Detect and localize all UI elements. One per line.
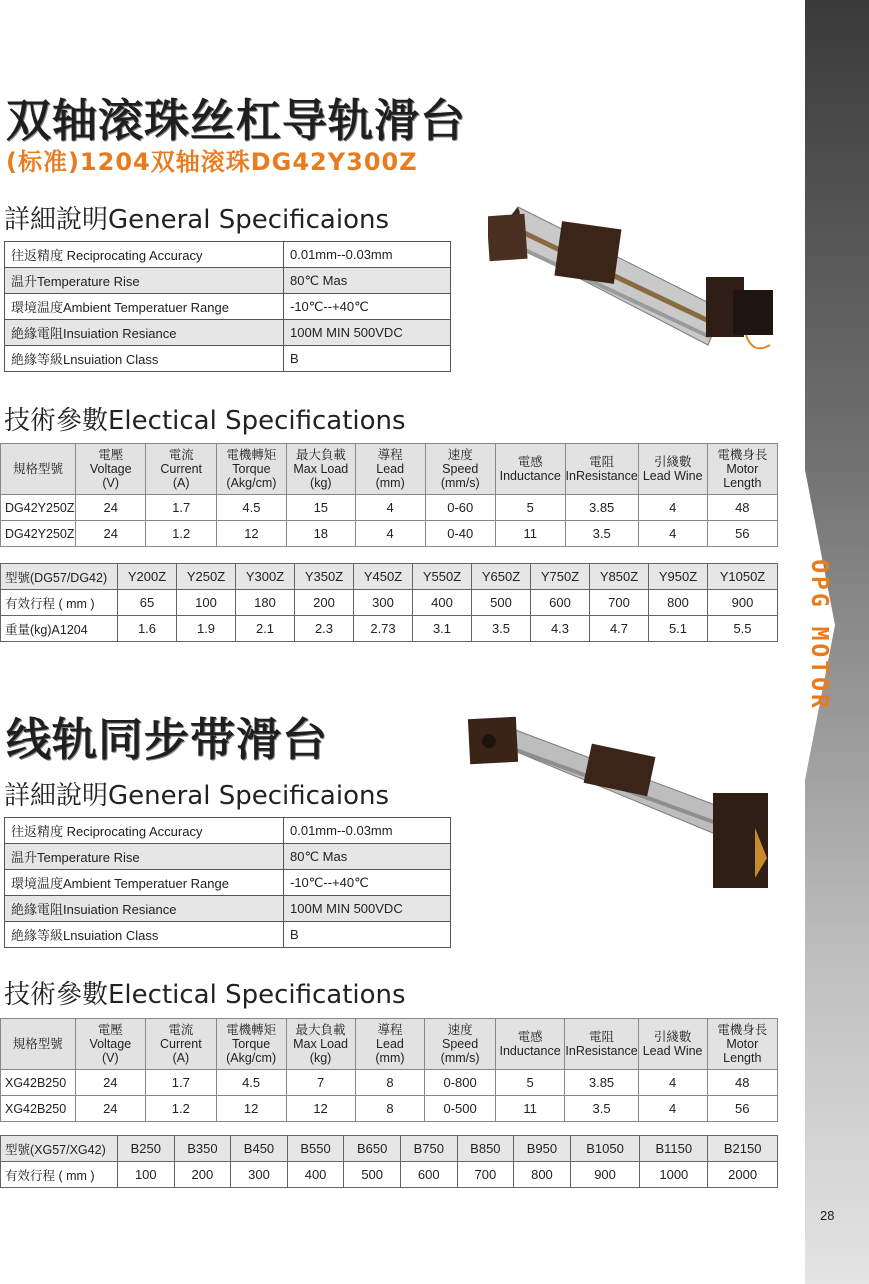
model-cell: 700 bbox=[590, 590, 649, 616]
elec-cell: 4.5 bbox=[216, 495, 286, 521]
header-line: Voltage bbox=[89, 462, 132, 476]
header-line: (mm) bbox=[375, 1051, 405, 1065]
header-line: Inductance bbox=[499, 1044, 561, 1058]
model-cell: 500 bbox=[344, 1162, 401, 1188]
elec-cell: 11 bbox=[495, 521, 565, 547]
spec-key: 温升Temperature Rise bbox=[5, 268, 284, 294]
elec-col-header bbox=[146, 1019, 217, 1070]
elec-col-header bbox=[355, 444, 425, 495]
elec-cell: 12 bbox=[286, 1096, 355, 1122]
model-cell: 300 bbox=[354, 590, 413, 616]
elec-cell: 8 bbox=[355, 1096, 425, 1122]
elec-cell: 18 bbox=[286, 521, 355, 547]
header-line: InResistance bbox=[565, 1044, 638, 1058]
spec-value: B bbox=[284, 346, 451, 372]
header-line: 電感 bbox=[517, 455, 543, 469]
header-line: Inductance bbox=[499, 469, 561, 483]
elec-col-header bbox=[146, 444, 216, 495]
header-line: (V) bbox=[102, 476, 120, 490]
spec-key: 絶緣等級Lnsuiation Class bbox=[5, 346, 284, 372]
section1-elec-header bbox=[1, 444, 778, 495]
model-cell: B2150 bbox=[708, 1136, 778, 1162]
section1-title: 双轴滚珠丝杠导轨滑台 bbox=[6, 94, 467, 147]
section2-general-heading: 詳細說明General Specificaions bbox=[4, 781, 390, 811]
spec-value: 100M MIN 500VDC bbox=[284, 896, 451, 922]
section2-general-table bbox=[4, 817, 451, 948]
elec-col-header bbox=[638, 1019, 707, 1070]
elec-cell: 0-40 bbox=[425, 521, 495, 547]
header-line: 電流 bbox=[168, 448, 194, 462]
elec-col-header bbox=[1, 444, 76, 495]
ballscrew-slide-photo bbox=[488, 195, 788, 360]
spec-value: 100M MIN 500VDC bbox=[284, 320, 451, 346]
elec-row bbox=[1, 1096, 778, 1122]
model-cell: Y850Z bbox=[590, 564, 649, 590]
model-cell: 900 bbox=[708, 590, 778, 616]
spec-key: 絶緣電阻Insuiation Resiance bbox=[5, 320, 284, 346]
elec-cell: 1.2 bbox=[146, 521, 216, 547]
elec-cell: 3.85 bbox=[565, 495, 638, 521]
header-line: 引綫數 bbox=[653, 1030, 692, 1044]
header-line: (Akg/cm) bbox=[226, 1051, 277, 1065]
model-cell: B750 bbox=[400, 1136, 457, 1162]
model-cell: XG42B250 bbox=[1, 1070, 76, 1096]
header-line: Max Load bbox=[293, 462, 349, 476]
section1-model-body bbox=[1, 564, 778, 642]
model-cell: 200 bbox=[295, 590, 354, 616]
elec-cell: 48 bbox=[707, 1070, 777, 1096]
elec-cell: 8 bbox=[355, 1070, 425, 1096]
model-cell: B1150 bbox=[640, 1136, 708, 1162]
header-line: (kg) bbox=[310, 476, 332, 490]
elec-cell: 0-800 bbox=[425, 1070, 495, 1096]
spec-value: 0.01mm--0.03mm bbox=[284, 242, 451, 268]
model-cell: 1.6 bbox=[118, 616, 177, 642]
model-cell: Y300Z bbox=[236, 564, 295, 590]
spec-key: 環境温度Ambient Temperatuer Range bbox=[5, 870, 284, 896]
brand-label: OPG MOTOR bbox=[806, 559, 832, 711]
header-line: 導程 bbox=[377, 448, 403, 462]
header-line: 電壓 bbox=[98, 448, 124, 462]
spec-value: 0.01mm--0.03mm bbox=[284, 818, 451, 844]
spec-key: 往返精度 Reciprocating Accuracy bbox=[5, 818, 284, 844]
spec-row bbox=[5, 818, 451, 844]
model-cell: Y750Z bbox=[531, 564, 590, 590]
model-cell: Y1050Z bbox=[708, 564, 778, 590]
elec-col-header bbox=[286, 1019, 355, 1070]
spec-row bbox=[5, 844, 451, 870]
model-cell: 180 bbox=[236, 590, 295, 616]
elec-col-header bbox=[707, 444, 777, 495]
model-cell: 3.1 bbox=[413, 616, 472, 642]
elec-cell: 24 bbox=[75, 1070, 146, 1096]
header-line: Lead Wine bbox=[642, 469, 703, 483]
header-line: (V) bbox=[101, 1051, 119, 1065]
elec-row bbox=[1, 521, 778, 547]
section1-elec-heading: 技術參數Electical Specifications bbox=[4, 406, 406, 436]
model-cell: 700 bbox=[457, 1162, 514, 1188]
elec-cell: 3.5 bbox=[565, 521, 638, 547]
elec-cell: 4 bbox=[638, 495, 707, 521]
section2-general-body bbox=[5, 818, 451, 948]
brand-vertical bbox=[805, 545, 833, 725]
section2-elec-header bbox=[1, 1019, 778, 1070]
model-cell: B350 bbox=[174, 1136, 231, 1162]
spec-key: 絶緣等級Lnsuiation Class bbox=[5, 922, 284, 948]
elec-cell: 11 bbox=[495, 1096, 565, 1122]
header-line: Lead Wine bbox=[642, 1044, 703, 1058]
header-line: (mm) bbox=[375, 476, 405, 490]
model-cell: 1000 bbox=[640, 1162, 708, 1188]
elec-col-header bbox=[707, 1019, 777, 1070]
elec-row bbox=[1, 495, 778, 521]
elec-cell: 4 bbox=[355, 521, 425, 547]
model-row-label: 型號(XG57/XG42) bbox=[1, 1136, 118, 1162]
header-line: Motor Length bbox=[723, 462, 762, 490]
header-line: 電機身長 bbox=[717, 448, 768, 462]
elec-col-header bbox=[565, 1019, 638, 1070]
section2-elec-heading: 技術參數Electical Specifications bbox=[4, 980, 406, 1010]
header-line: Voltage bbox=[89, 1037, 132, 1051]
elec-cell: 48 bbox=[707, 495, 777, 521]
section1-model-table bbox=[0, 563, 778, 642]
header-line: Torque bbox=[231, 1037, 271, 1051]
section1-subtitle: (标准)1204双轴滚珠DG42Y300Z bbox=[6, 148, 418, 176]
elec-col-header bbox=[216, 1019, 286, 1070]
section2-title: 线轨同步带滑台 bbox=[6, 713, 329, 766]
model-cell: DG42Y250Z bbox=[1, 521, 76, 547]
model-cell: Y950Z bbox=[649, 564, 708, 590]
elec-cell: 1.2 bbox=[146, 1096, 217, 1122]
model-cell: B550 bbox=[287, 1136, 344, 1162]
model-cell: 2.73 bbox=[354, 616, 413, 642]
model-cell: 600 bbox=[400, 1162, 457, 1188]
elec-col-header bbox=[565, 444, 638, 495]
header-line: InResistance bbox=[565, 469, 638, 483]
model-cell: 5.5 bbox=[708, 616, 778, 642]
spec-value: -10℃--+40℃ bbox=[284, 870, 451, 896]
model-row bbox=[1, 1136, 778, 1162]
section2-elec-body bbox=[1, 1070, 778, 1122]
header-line: (A) bbox=[172, 1051, 190, 1065]
header-line: (kg) bbox=[309, 1051, 332, 1065]
section2-model-table bbox=[0, 1135, 778, 1188]
header-line: Lead bbox=[376, 462, 405, 476]
elec-cell: 56 bbox=[707, 1096, 777, 1122]
header-line: (mm/s) bbox=[440, 476, 480, 490]
elec-cell: 4 bbox=[638, 1070, 707, 1096]
model-cell: 800 bbox=[649, 590, 708, 616]
header-line: (A) bbox=[172, 476, 190, 490]
model-cell: B450 bbox=[231, 1136, 288, 1162]
header-line: 最大負載 bbox=[295, 1023, 346, 1037]
model-cell: Y250Z bbox=[177, 564, 236, 590]
model-cell: 100 bbox=[118, 1162, 175, 1188]
model-cell: 900 bbox=[570, 1162, 640, 1188]
header-line: 導程 bbox=[377, 1023, 403, 1037]
model-cell: 300 bbox=[231, 1162, 288, 1188]
model-row-label: 重量(kg)A1204 bbox=[1, 616, 118, 642]
section1-elec-table bbox=[0, 443, 778, 547]
elec-cell: 5 bbox=[495, 1070, 565, 1096]
elec-cell: 24 bbox=[75, 521, 145, 547]
elec-cell: 24 bbox=[75, 495, 145, 521]
spec-value: -10℃--+40℃ bbox=[284, 294, 451, 320]
elec-col-header bbox=[216, 444, 286, 495]
model-cell: Y550Z bbox=[413, 564, 472, 590]
model-row bbox=[1, 616, 778, 642]
spec-row bbox=[5, 268, 451, 294]
header-line: Torque bbox=[232, 462, 271, 476]
spec-row bbox=[5, 320, 451, 346]
elec-cell: 15 bbox=[286, 495, 355, 521]
elec-cell: 4 bbox=[638, 1096, 707, 1122]
elec-col-header bbox=[355, 1019, 425, 1070]
elec-cell: 4 bbox=[355, 495, 425, 521]
section2-elec-table bbox=[0, 1018, 778, 1122]
model-cell: 400 bbox=[287, 1162, 344, 1188]
section2-model-body bbox=[1, 1136, 778, 1188]
elec-cell: 1.7 bbox=[146, 1070, 217, 1096]
model-cell: 100 bbox=[177, 590, 236, 616]
spec-row bbox=[5, 922, 451, 948]
model-cell: Y650Z bbox=[472, 564, 531, 590]
model-row bbox=[1, 1162, 778, 1188]
header-line: (Akg/cm) bbox=[226, 476, 277, 490]
header-line: Speed bbox=[442, 462, 479, 476]
model-cell: 65 bbox=[118, 590, 177, 616]
elec-col-header bbox=[638, 444, 707, 495]
spec-key: 温升Temperature Rise bbox=[5, 844, 284, 870]
spec-key: 往返精度 Reciprocating Accuracy bbox=[5, 242, 284, 268]
model-cell: 600 bbox=[531, 590, 590, 616]
section1-general-heading: 詳細說明General Specificaions bbox=[4, 205, 390, 235]
header-line: Current bbox=[160, 1037, 202, 1051]
model-cell: B850 bbox=[457, 1136, 514, 1162]
model-cell: 500 bbox=[472, 590, 531, 616]
spec-row bbox=[5, 896, 451, 922]
section1-elec-body bbox=[1, 495, 778, 547]
model-row-label: 型號(DG57/DG42) bbox=[1, 564, 118, 590]
model-cell: Y200Z bbox=[118, 564, 177, 590]
header-line: 電阻 bbox=[589, 455, 615, 469]
model-cell: B650 bbox=[344, 1136, 401, 1162]
spec-value: 80℃ Mas bbox=[284, 268, 451, 294]
spec-value: B bbox=[284, 922, 451, 948]
elec-cell: 0-60 bbox=[425, 495, 495, 521]
header-line: 引綫數 bbox=[653, 455, 692, 469]
elec-cell: 7 bbox=[286, 1070, 355, 1096]
elec-cell: 3.85 bbox=[565, 1070, 638, 1096]
elec-cell: 12 bbox=[216, 1096, 286, 1122]
elec-row bbox=[1, 1070, 778, 1096]
model-cell: B250 bbox=[118, 1136, 175, 1162]
header-line: 速度 bbox=[447, 448, 473, 462]
header-line: 電機轉矩 bbox=[226, 448, 277, 462]
spec-row bbox=[5, 346, 451, 372]
header-line: Motor Length bbox=[723, 1037, 762, 1065]
model-cell: 3.5 bbox=[472, 616, 531, 642]
header-line: 電感 bbox=[517, 1030, 543, 1044]
elec-col-header bbox=[495, 1019, 565, 1070]
model-cell: 2.1 bbox=[236, 616, 295, 642]
model-cell: 4.3 bbox=[531, 616, 590, 642]
model-row bbox=[1, 590, 778, 616]
spec-row bbox=[5, 242, 451, 268]
elec-cell: 1.7 bbox=[146, 495, 216, 521]
elec-col-header bbox=[286, 444, 355, 495]
elec-cell: 12 bbox=[216, 521, 286, 547]
elec-cell: 4.5 bbox=[216, 1070, 286, 1096]
spec-row bbox=[5, 870, 451, 896]
model-cell: 4.7 bbox=[590, 616, 649, 642]
elec-cell: 4 bbox=[638, 521, 707, 547]
elec-col-header bbox=[495, 444, 565, 495]
section1-general-table bbox=[4, 241, 451, 372]
header-line: 速度 bbox=[447, 1023, 473, 1037]
elec-col-header bbox=[1, 1019, 76, 1070]
elec-cell: 24 bbox=[75, 1096, 146, 1122]
model-cell: B950 bbox=[514, 1136, 571, 1162]
belt-slide-photo bbox=[465, 708, 775, 893]
header-line: 規格型號 bbox=[12, 462, 63, 476]
model-cell: 1.9 bbox=[177, 616, 236, 642]
elec-col-header bbox=[75, 1019, 146, 1070]
model-cell: 400 bbox=[413, 590, 472, 616]
elec-cell: 3.5 bbox=[565, 1096, 638, 1122]
header-line: 規格型號 bbox=[12, 1037, 63, 1051]
model-cell: XG42B250 bbox=[1, 1096, 76, 1122]
section1-general-body bbox=[5, 242, 451, 372]
spec-value: 80℃ Mas bbox=[284, 844, 451, 870]
header-line: Speed bbox=[442, 1037, 479, 1051]
header-line: 電流 bbox=[168, 1023, 194, 1037]
page-number: 28 bbox=[820, 1208, 835, 1223]
header-line: 電阻 bbox=[589, 1030, 615, 1044]
model-row bbox=[1, 564, 778, 590]
elec-col-header bbox=[425, 444, 495, 495]
elec-cell: 56 bbox=[707, 521, 777, 547]
model-cell: Y450Z bbox=[354, 564, 413, 590]
spec-key: 絶緣電阻Insuiation Resiance bbox=[5, 896, 284, 922]
header-line: 電壓 bbox=[97, 1023, 123, 1037]
header-line: Lead bbox=[376, 1037, 404, 1051]
model-row-label: 有效行程 ( mm ) bbox=[1, 1162, 118, 1188]
header-line: (mm/s) bbox=[440, 1051, 480, 1065]
model-row-label: 有效行程 ( mm ) bbox=[1, 590, 118, 616]
model-cell: 2.3 bbox=[295, 616, 354, 642]
model-cell: 2000 bbox=[708, 1162, 778, 1188]
header-line: 電機身長 bbox=[717, 1023, 768, 1037]
elec-col-header bbox=[425, 1019, 495, 1070]
elec-cell: 0-500 bbox=[425, 1096, 495, 1122]
spec-key: 環境温度Ambient Temperatuer Range bbox=[5, 294, 284, 320]
model-cell: Y350Z bbox=[295, 564, 354, 590]
header-line: Max Load bbox=[293, 1037, 348, 1051]
spec-row bbox=[5, 294, 451, 320]
model-cell: 5.1 bbox=[649, 616, 708, 642]
model-cell: 200 bbox=[174, 1162, 231, 1188]
model-cell: 800 bbox=[514, 1162, 571, 1188]
model-cell: DG42Y250Z bbox=[1, 495, 76, 521]
model-cell: B1050 bbox=[570, 1136, 640, 1162]
header-line: 最大負載 bbox=[295, 448, 346, 462]
elec-cell: 5 bbox=[495, 495, 565, 521]
header-line: Current bbox=[160, 462, 203, 476]
elec-col-header bbox=[75, 444, 145, 495]
header-line: 電機轉矩 bbox=[226, 1023, 277, 1037]
